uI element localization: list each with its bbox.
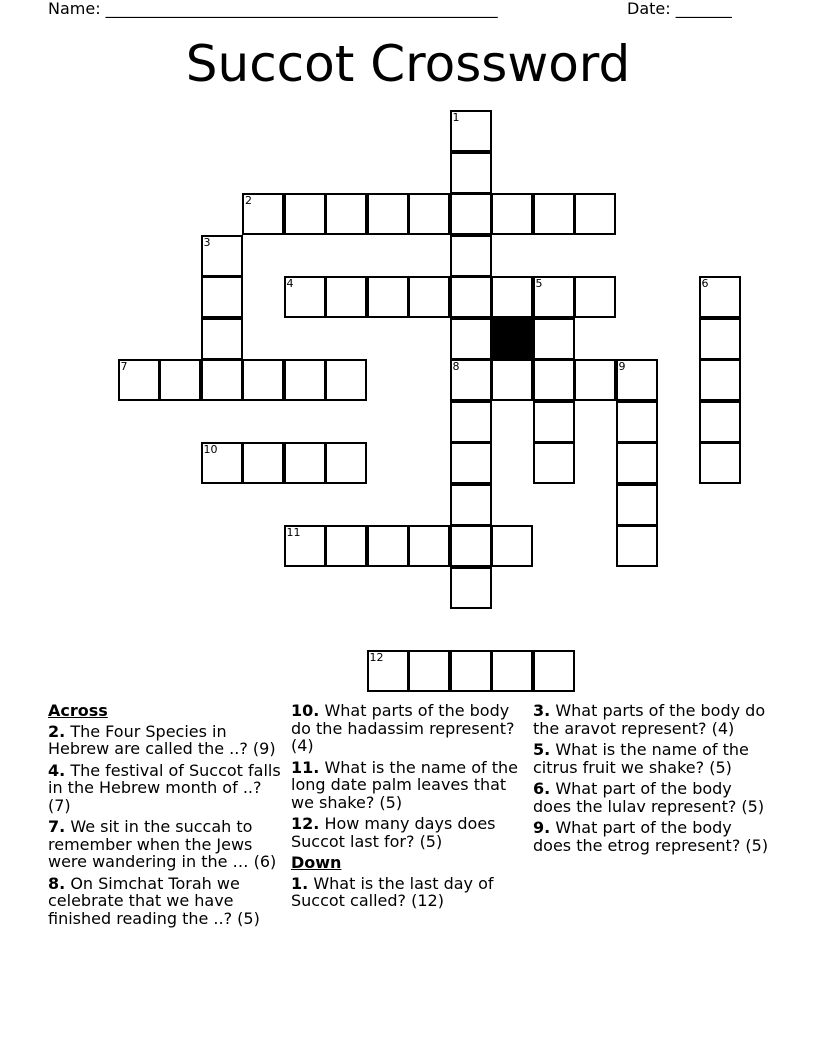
clue-text: How many days does Succot last for? (5) (291, 814, 496, 851)
blocked-cell (491, 318, 533, 360)
clue-text: On Simchat Torah we celebrate that we have finished reading the ..? (5) (48, 873, 260, 928)
grid-cell[interactable] (616, 359, 658, 401)
grid-cell[interactable] (450, 110, 492, 152)
clue-number: 5. (533, 740, 551, 759)
clue-number: 6. (533, 779, 551, 798)
grid-cell[interactable] (450, 152, 492, 194)
clue-text: What part of the body does the etrog represent? (5) (533, 818, 769, 855)
grid-cell[interactable] (408, 650, 450, 692)
grid-cell[interactable] (450, 442, 492, 484)
grid-cell[interactable] (491, 359, 533, 401)
grid-cell[interactable] (574, 276, 616, 318)
grid-cell[interactable] (533, 359, 575, 401)
across-heading: Across (48, 701, 108, 720)
clue-text: What is the last day of Succot called? (12) (291, 873, 494, 910)
clue-number-label: 7 (120, 360, 128, 373)
grid-cell[interactable] (699, 276, 741, 318)
grid-cell[interactable] (450, 193, 492, 235)
clue-number: 8. (48, 873, 66, 893)
grid-cell[interactable] (491, 193, 533, 235)
clue-text: What parts of the body do the aravot represent? (4) (533, 701, 766, 738)
grid-cell[interactable] (284, 359, 326, 401)
grid-cell[interactable] (450, 650, 492, 692)
grid-cell[interactable] (201, 318, 243, 360)
grid-cell[interactable] (491, 276, 533, 318)
across-clue-2 (48, 723, 286, 758)
grid-cell[interactable] (491, 525, 533, 567)
grid-cell[interactable] (616, 401, 658, 443)
down-clue-6 (533, 780, 773, 815)
grid-cell[interactable] (616, 484, 658, 526)
grid-cell[interactable] (201, 442, 243, 484)
across-clue-11 (291, 759, 525, 812)
grid-cell[interactable] (159, 359, 201, 401)
clue-text: The Four Species in Hebrew are called the ..? (9) (48, 721, 276, 758)
grid-cell[interactable] (699, 401, 741, 443)
clue-text: We sit in the succah to remember when the Jews were wandering in the … (6) (48, 817, 277, 871)
clue-number: 7. (48, 817, 66, 836)
down-clue-5 (533, 741, 773, 776)
clue-text: What part of the body does the lulav represent? (5) (533, 779, 765, 816)
across-clue-4 (48, 762, 286, 815)
grid-cell[interactable] (533, 193, 575, 235)
grid-cell[interactable] (450, 567, 492, 609)
grid-cell[interactable] (201, 235, 243, 277)
down-clue-9 (533, 819, 773, 854)
grid-cell[interactable] (325, 359, 367, 401)
grid-cell[interactable] (533, 276, 575, 318)
clue-number: 4. (48, 760, 66, 780)
grid-cell[interactable] (450, 359, 492, 401)
grid-cell[interactable] (408, 525, 450, 567)
clue-number-label: 9 (618, 360, 626, 373)
grid-cell[interactable] (242, 442, 284, 484)
clue-text: The festival of Succot falls in the Hebrew month of ..? (7) (48, 760, 281, 815)
clue-number-label: 10 (203, 443, 218, 456)
grid-cell[interactable] (533, 442, 575, 484)
clue-number: 11. (291, 757, 320, 777)
grid-cell[interactable] (574, 359, 616, 401)
grid-cell[interactable] (491, 650, 533, 692)
grid-cell[interactable] (242, 193, 284, 235)
name-field-label[interactable]: Name: _________________________________________________ (48, 0, 498, 18)
down-clue-1 (291, 875, 525, 910)
grid-cell[interactable] (284, 442, 326, 484)
page-title: Succot Crossword (185, 35, 631, 93)
clue-number: 3. (533, 701, 551, 720)
grid-cell[interactable] (450, 401, 492, 443)
clue-number-label: 2 (245, 194, 252, 207)
across-clue-10 (291, 702, 525, 755)
grid-cell[interactable] (533, 650, 575, 692)
grid-cell[interactable] (450, 235, 492, 277)
grid-cell[interactable] (242, 359, 284, 401)
clue-number-label: 4 (286, 277, 294, 290)
grid-cell[interactable] (325, 276, 367, 318)
clue-text: What is the name of the long date palm leaves that we shake? (5) (291, 757, 518, 812)
grid-cell[interactable] (699, 318, 741, 360)
grid-cell[interactable] (408, 276, 450, 318)
grid-cell[interactable] (616, 525, 658, 567)
clue-number: 2. (48, 721, 66, 741)
clue-number-label: 1 (452, 111, 460, 124)
grid-cell[interactable] (118, 359, 160, 401)
grid-cell[interactable] (367, 650, 409, 692)
down-heading: Down (291, 853, 342, 872)
down-clue-3 (533, 702, 773, 737)
clue-number: 10. (291, 701, 320, 720)
clue-column-2 (291, 702, 525, 914)
grid-cell[interactable] (367, 193, 409, 235)
clue-number-label: 5 (535, 277, 543, 290)
grid-cell[interactable] (201, 359, 243, 401)
grid-cell[interactable] (201, 276, 243, 318)
across-clue-12 (291, 815, 525, 850)
across-clue-7 (48, 818, 286, 871)
clue-number-label: 6 (701, 277, 709, 290)
date-field-label[interactable]: Date: _______ (627, 0, 732, 18)
grid-cell[interactable] (325, 442, 367, 484)
grid-cell[interactable] (616, 442, 658, 484)
across-clue-8 (48, 875, 286, 928)
grid-cell[interactable] (408, 193, 450, 235)
clue-text: What parts of the body do the hadassim represent? (4) (291, 701, 515, 755)
grid-cell[interactable] (533, 318, 575, 360)
grid-cell[interactable] (699, 359, 741, 401)
grid-cell[interactable] (450, 525, 492, 567)
grid-cell[interactable] (699, 442, 741, 484)
grid-cell[interactable] (284, 276, 326, 318)
grid-cell[interactable] (450, 484, 492, 526)
grid-cell[interactable] (450, 318, 492, 360)
grid-cell[interactable] (325, 525, 367, 567)
clue-number: 9. (533, 818, 551, 837)
clue-number-label: 11 (286, 526, 301, 539)
grid-cell[interactable] (284, 525, 326, 567)
clue-column-1 (48, 702, 286, 931)
grid-cell[interactable] (533, 401, 575, 443)
clue-number-label: 8 (452, 360, 460, 373)
grid-cell[interactable] (284, 193, 326, 235)
grid-cell[interactable] (574, 193, 616, 235)
clue-number-label: 12 (369, 650, 384, 664)
clue-text: What is the name of the citrus fruit we shake? (5) (533, 740, 749, 777)
grid-cell[interactable] (325, 193, 367, 235)
grid-cell[interactable] (367, 525, 409, 567)
clue-column-3 (533, 702, 773, 858)
clue-number: 12. (291, 814, 320, 833)
clue-number-label: 3 (203, 235, 211, 249)
grid-cell[interactable] (367, 276, 409, 318)
grid-cell[interactable] (450, 276, 492, 318)
clue-number: 1. (291, 873, 309, 893)
